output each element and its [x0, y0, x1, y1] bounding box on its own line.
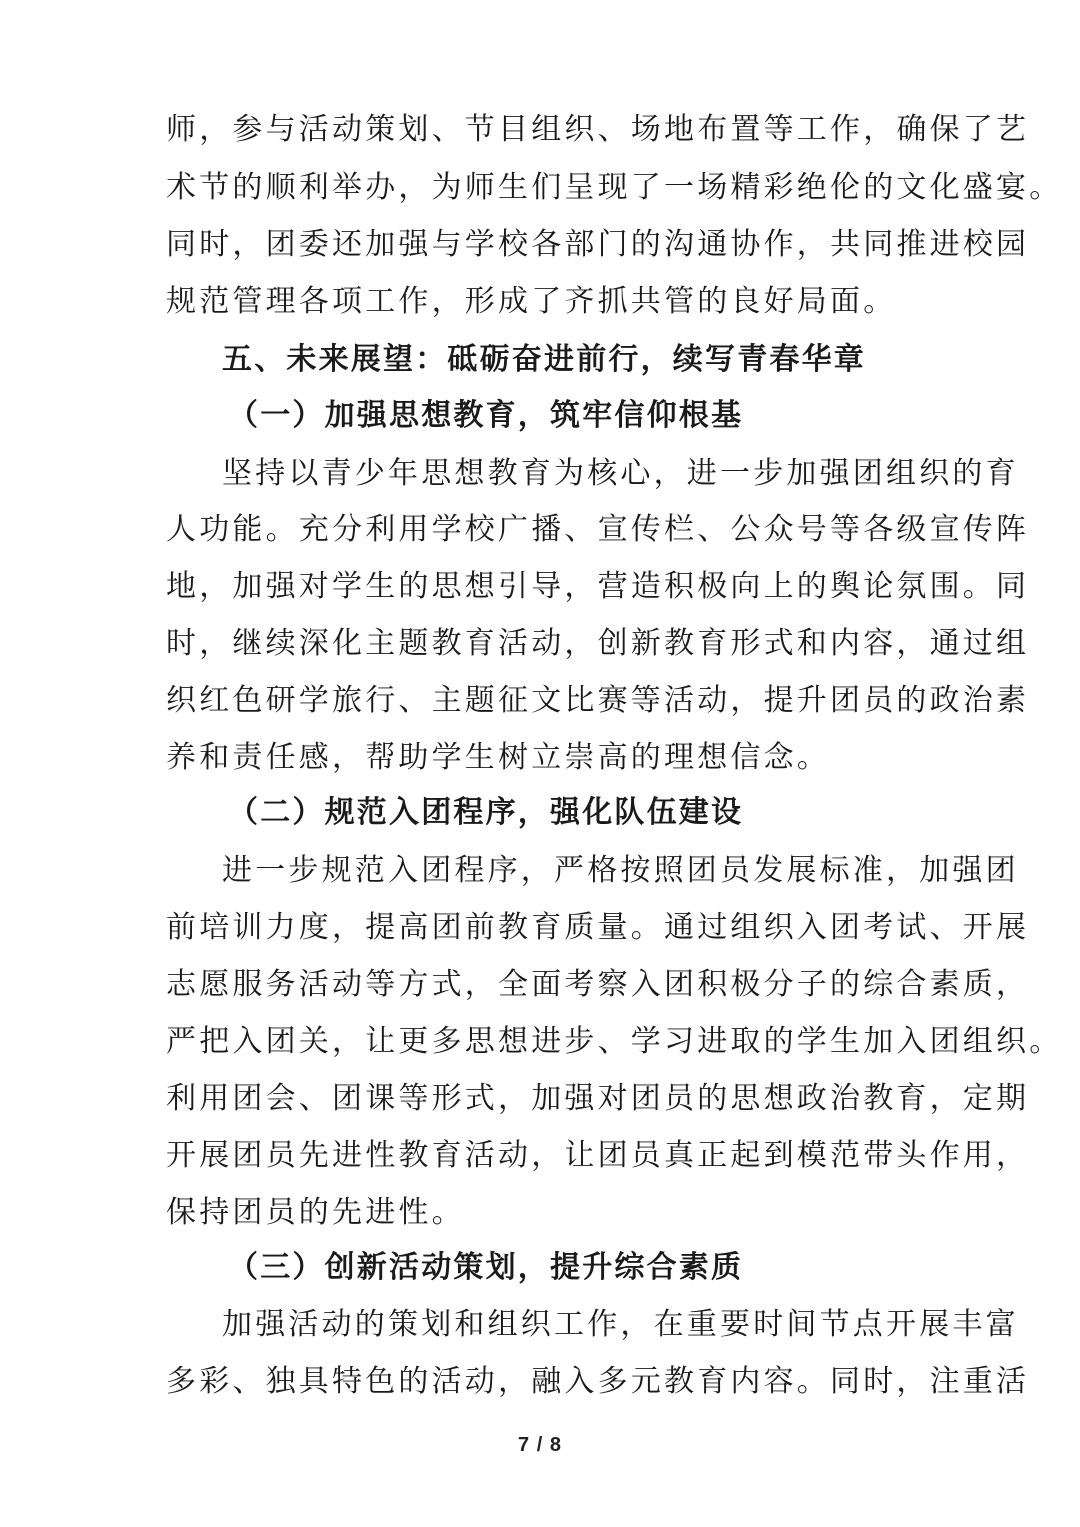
body-line: 养和责任感，帮助学生树立崇高的理想信念。 [166, 740, 830, 775]
page-number: 7 / 8 [518, 1434, 562, 1456]
body-line: 师，参与活动策划、节目组织、场地布置等工作，确保了艺 [166, 112, 1030, 147]
body-line: 术节的顺利举办，为师生们呈现了一场精彩绝伦的文化盛宴。 [166, 170, 1063, 205]
body-line: 保持团员的先进性。 [166, 1195, 465, 1230]
section-heading: 五、未来展望：砥砺奋进前行，续写青春华章 [222, 342, 866, 377]
subsection-heading-1: （一）加强思想教育，筑牢信仰根基 [228, 398, 744, 433]
body-line: 加强活动的策划和组织工作，在重要时间节点开展丰富 [222, 1307, 1019, 1342]
body-line: 时，继续深化主题教育活动，创新教育形式和内容，通过组 [166, 626, 1030, 661]
body-line: 前培训力度，提高团前教育质量。通过组织入团考试、开展 [166, 910, 1030, 945]
subsection-heading-2: （二）规范入团程序，强化队伍建设 [228, 795, 744, 830]
body-line: 坚持以青少年思想教育为核心，进一步加强团组织的育 [222, 456, 1019, 491]
body-line: 严把入团关，让更多思想进步、学习进取的学生加入团组织。 [166, 1024, 1063, 1059]
body-line: 同时，团委还加强与学校各部门的沟通协作，共同推进校园 [166, 227, 1030, 262]
body-line: 开展团员先进性教育活动，让团员真正起到模范带头作用， [166, 1138, 1030, 1173]
body-line: 织红色研学旅行、主题征文比赛等活动，提升团员的政治素 [166, 683, 1030, 718]
body-line: 多彩、独具特色的活动，融入多元教育内容。同时，注重活 [166, 1364, 1030, 1399]
subsection-heading-3: （三）创新活动策划，提升综合素质 [228, 1250, 744, 1285]
body-line: 规范管理各项工作，形成了齐抓共管的良好局面。 [166, 284, 897, 319]
body-line: 利用团会、团课等形式，加强对团员的思想政治教育，定期 [166, 1081, 1030, 1116]
body-line: 人功能。充分利用学校广播、宣传栏、公众号等各级宣传阵 [166, 512, 1030, 547]
body-line: 志愿服务活动等方式，全面考察入团积极分子的综合素质， [166, 967, 1030, 1002]
body-line: 地，加强对学生的思想引导，营造积极向上的舆论氛围。同 [166, 569, 1030, 604]
body-line: 进一步规范入团程序，严格按照团员发展标准，加强团 [222, 853, 1019, 888]
